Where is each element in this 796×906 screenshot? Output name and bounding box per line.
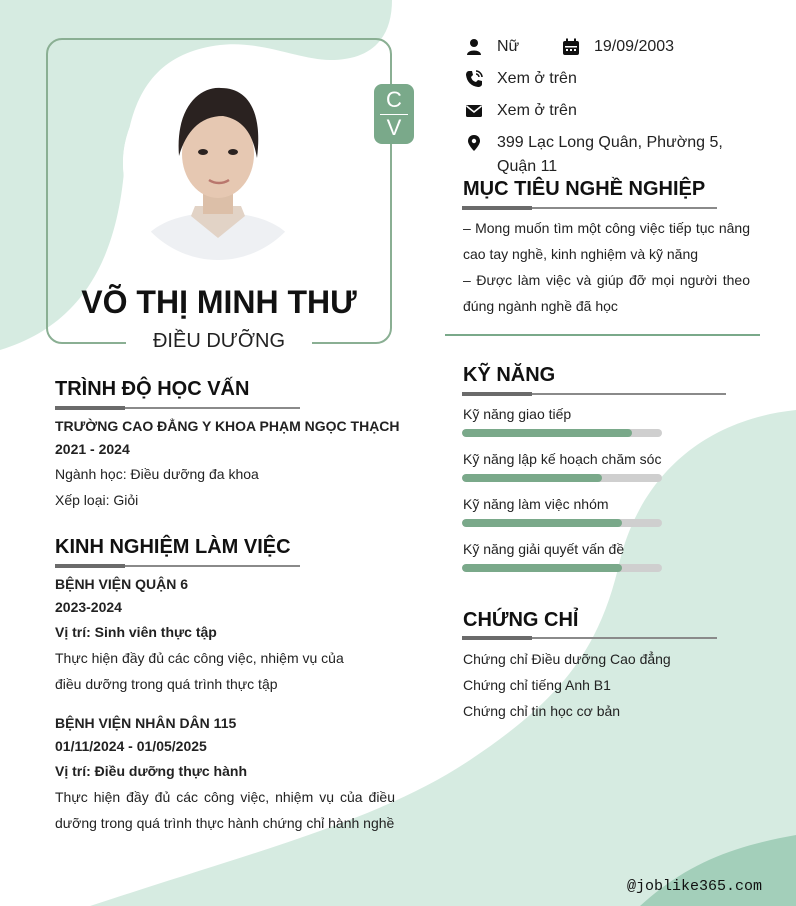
skill-4-bar	[462, 564, 662, 572]
skill-4-fill	[462, 564, 622, 572]
candidate-name: VÕ THỊ MINH THƯ	[81, 284, 357, 320]
skill-3-bar	[462, 519, 662, 527]
location-pin-icon	[465, 134, 483, 152]
education-heading: TRÌNH ĐỘ HỌC VẤN	[55, 378, 250, 400]
skill-4-label: Kỹ năng giải quyết vấn đề	[463, 541, 625, 557]
certificate-3: Chứng chỉ tin học cơ bản	[463, 703, 621, 719]
skill-2-bar	[462, 474, 662, 482]
skill-1-fill	[462, 429, 632, 437]
cv-badge	[374, 84, 414, 144]
watermark: @joblike365.com	[626, 878, 762, 895]
job-2-company: BỆNH VIỆN NHÂN DÂN 115	[55, 715, 237, 731]
skill-1-label: Kỹ năng giao tiếp	[463, 406, 572, 422]
certificate-2: Chứng chỉ tiếng Anh B1	[463, 677, 611, 693]
job-2-description: Thực hiện đầy đủ các công việc, nhiệm vụ của điều dưỡng trong quá trình thực hành chứng chỉ hành nghề	[55, 789, 395, 831]
certificates-heading: CHỨNG CHỈ	[463, 609, 579, 631]
address-line-1: 399 Lạc Long Quân, Phường 5,	[497, 134, 723, 151]
education-major: Ngành học: Điều dưỡng đa khoa	[55, 466, 259, 482]
objective-rule	[462, 207, 717, 209]
certificate-1: Chứng chỉ Điều dưỡng Cao đẳng	[463, 651, 671, 667]
objective-heading: MỤC TIÊU NGHỀ NGHIỆP	[463, 178, 706, 200]
experience-rule	[55, 565, 300, 567]
job-1-company: BỆNH VIỆN QUẬN 6	[55, 576, 189, 592]
objective-line-1: – Mong muốn tìm một công việc tiếp tục nâng cao tay nghề, kinh nghiệm và kỹ năng	[463, 220, 750, 262]
address-line-2: Quận 11	[497, 158, 558, 175]
education-grade: Xếp loại: Giỏi	[55, 492, 139, 508]
cv-badge-top: C	[386, 87, 402, 112]
job-2-period: 01/11/2024 - 01/05/2025	[55, 738, 207, 754]
job-2-position: Vị trí: Điều dưỡng thực hành	[55, 763, 248, 779]
job-1-description: Thực hiện đầy đủ các công việc, nhiệm vụ của điều dưỡng trong quá trình thực tập	[55, 650, 344, 692]
calendar-icon	[562, 38, 580, 56]
portrait-image	[123, 66, 313, 260]
skill-3-fill	[462, 519, 622, 527]
education-school: TRƯỜNG CAO ĐẲNG Y KHOA PHẠM NGỌC THẠCH	[55, 418, 400, 434]
cv-badge-bottom: V	[386, 115, 402, 140]
skill-2-label: Kỹ năng lập kế hoạch chăm sóc	[463, 451, 662, 467]
job-1-position: Vị trí: Sinh viên thực tập	[55, 624, 217, 640]
gender-value: Nữ	[497, 38, 520, 55]
email-value: Xem ở trên	[497, 102, 577, 119]
experience-heading: KINH NGHIỆM LÀM VIỆC	[55, 536, 291, 558]
job-1-period: 2023-2024	[55, 599, 122, 615]
person-icon	[465, 38, 483, 56]
education-rule	[55, 407, 300, 409]
objective-line-2: – Được làm việc và giúp đỡ mọi người theo đúng ngành nghề đã học	[463, 272, 750, 314]
skills-heading: KỸ NĂNG	[463, 364, 556, 386]
skills-rule	[462, 393, 726, 395]
email-icon	[465, 102, 483, 120]
profile-photo	[123, 66, 313, 260]
skill-1-bar	[462, 429, 662, 437]
section-divider	[445, 334, 760, 336]
certificates-rule	[462, 637, 717, 639]
phone-icon	[465, 70, 483, 88]
skill-3-label: Kỹ năng làm việc nhóm	[463, 496, 609, 512]
skill-2-fill	[462, 474, 602, 482]
education-years: 2021 - 2024	[55, 441, 130, 457]
candidate-role: ĐIỀU DƯỠNG	[126, 330, 312, 353]
birthdate-value: 19/09/2003	[594, 38, 675, 55]
phone-value: Xem ở trên	[497, 70, 577, 87]
